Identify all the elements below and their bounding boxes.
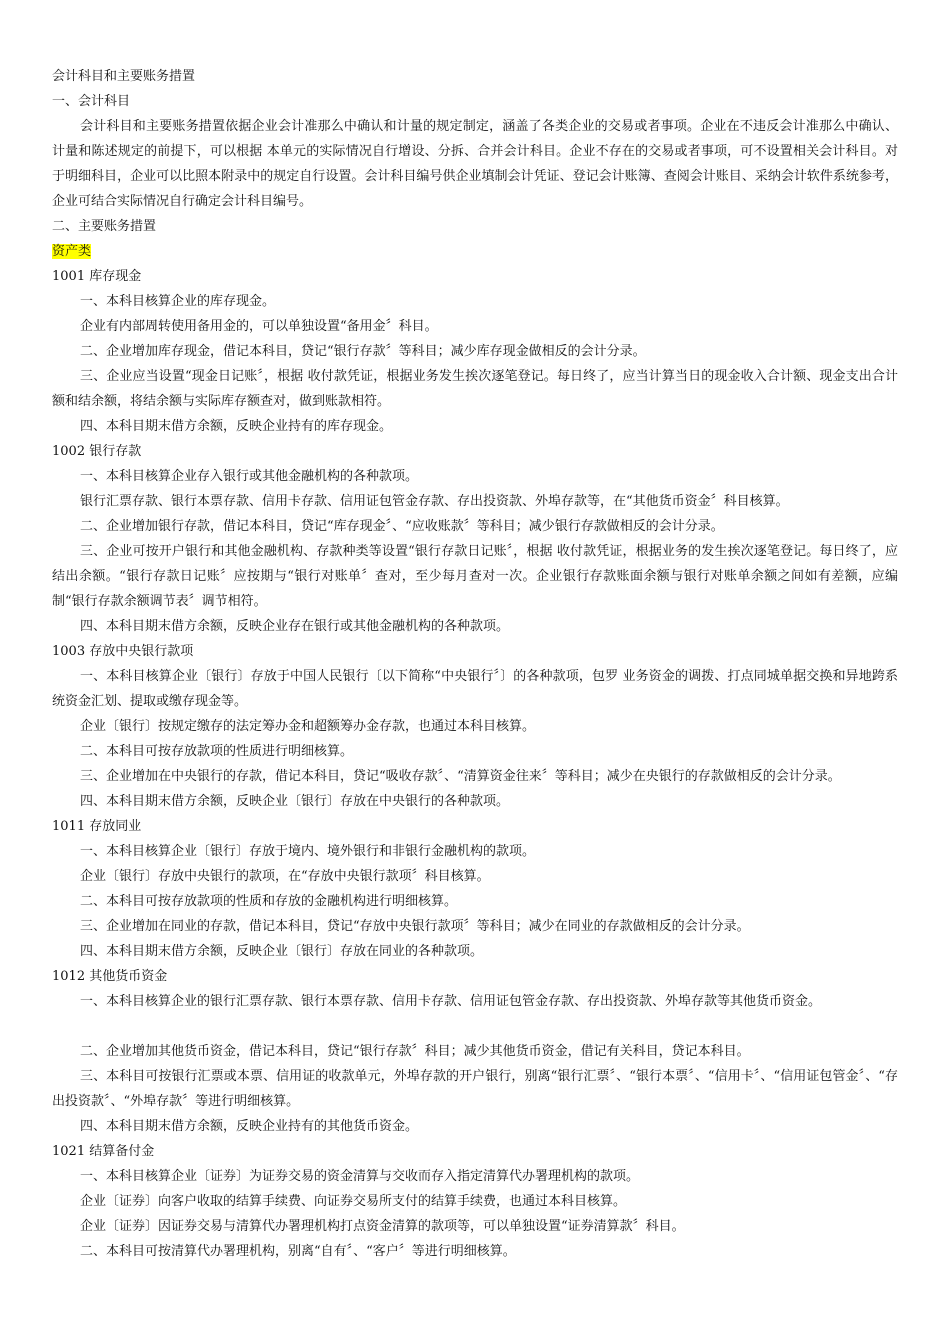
paragraph: 二、企业增加银行存款，借记本科目，贷记“库存现金〞、“应收账款〞等科目；减少银行存款做相反的会计分录。 <box>80 519 724 534</box>
paragraph: 企业〔银行〕按规定缴存的法定筹办金和超额筹办金存款，也通过本科目核算。 <box>80 719 536 734</box>
paragraph: 四、本科目期末借方余额，反映企业持有的库存现金。 <box>80 419 393 434</box>
paragraph: 一、本科目核算企业存入银行或其他金融机构的各种款项。 <box>80 469 419 484</box>
account-heading-1021: 1021 结算备付金 <box>52 1144 155 1159</box>
paragraph: 三、企业增加在中央银行的存款，借记本科目，贷记“吸收存款〞、“清算资金往来〞等科目；减少在央银行的存款做相反的会计分录。 <box>80 769 841 784</box>
paragraph: 二、企业增加库存现金，借记本科目，贷记“银行存款〞等科目；减少库存现金做相反的会计分录。 <box>80 344 646 359</box>
document-title: 会计科目和主要账务措置 <box>52 69 196 84</box>
paragraph: 四、本科目期末借方余额，反映企业〔银行〕存放在同业的各种款项。 <box>80 944 484 959</box>
account-heading-1012: 1012 其他货币资金 <box>52 969 168 984</box>
highlighted-category-label: 资产类 <box>52 244 92 259</box>
paragraph: 企业〔证券〕因证券交易与清算代办署理机构打点资金清算的款项等，可以单独设置“证券清算款〞科目。 <box>80 1219 685 1234</box>
blank-line <box>52 1014 898 1039</box>
account-heading-1011: 1011 存放同业 <box>52 819 142 834</box>
paragraph: 企业〔证券〕向客户收取的结算手续费、向证券交易所支付的结算手续费，也通过本科目核算。 <box>80 1194 627 1209</box>
paragraph: 二、企业增加其他货币资金，借记本科目，贷记“银行存款〞科目；减少其他货币资金，借记有关科目，贷记本科目。 <box>80 1044 750 1059</box>
paragraph: 一、本科目核算企业〔证券〕为证券交易的资金清算与交收而存入指定清算代办署理机构的款项。 <box>80 1169 640 1184</box>
account-heading-1002: 1002 银行存款 <box>52 444 142 459</box>
paragraph: 企业有内部周转使用备用金的，可以单独设置“备用金〞科目。 <box>80 319 438 334</box>
paragraph: 四、本科目期末借方余额，反映企业存在银行或其他金融机构的各种款项。 <box>80 619 510 634</box>
account-heading-1003: 1003 存放中央银行款项 <box>52 644 194 659</box>
paragraph: 企业〔银行〕存放中央银行的款项，在“存放中央银行款项〞科目核算。 <box>80 869 490 884</box>
paragraph: 四、本科目期末借方余额，反映企业〔银行〕存放在中央银行的各种款项。 <box>80 794 510 809</box>
paragraph: 一、本科目核算企业〔银行〕存放于境内、境外银行和非银行金融机构的款项。 <box>80 844 536 859</box>
paragraph: 二、本科目可按存放款项的性质进行明细核算。 <box>80 744 354 759</box>
paragraph: 银行汇票存款、银行本票存款、信用卡存款、信用证包管金存款、存出投资款、外埠存款等，在“其他货币资金〞科目核算。 <box>80 494 789 509</box>
paragraph: 一、本科目核算企业的库存现金。 <box>80 294 276 309</box>
paragraph: 一、本科目核算企业的银行汇票存款、银行本票存款、信用卡存款、信用证包管金存款、存出投资款、外埠存款等其他货币资金。 <box>80 994 822 1009</box>
paragraph: 会计科目和主要账务措置依据企业会计准那么中确认和计量的规定制定，涵盖了各类企业的交易或者事项。企业在不违反会计准那么中确认、计量和陈述规定的前提下，可以根据 本单元的实际情况自行增设、分拆、合并会计科目。企业不存在的交易或者事项，可不设置相关会计科目。对于明细科目，企业可以比照本附录中的规定自行设置。会计科目编号供企业填制会计凭证、登记会计账簿、查阅会计账目、采纳会计软件系统参考，企业可结合实际情况自行确定会计科目编号。 <box>52 119 898 209</box>
section-heading: 二、主要账务措置 <box>52 219 157 234</box>
paragraph: 四、本科目期末借方余额，反映企业持有的其他货币资金。 <box>80 1119 419 1134</box>
paragraph: 二、本科目可按清算代办署理机构，别离“自有〞、“客户〞等进行明细核算。 <box>80 1244 516 1259</box>
paragraph: 三、企业应当设置“现金日记账〞，根据 收付款凭证，根据业务发生挨次逐笔登记。每日终了，应当计算当日的现金收入合计额、现金支出合计额和结余额，将结余额与实际库存额查对，做到账款相符。 <box>52 369 898 409</box>
account-heading-1001: 1001 库存现金 <box>52 269 142 284</box>
paragraph: 三、本科目可按银行汇票或本票、信用证的收款单元，外埠存款的开户银行，别离“银行汇票〞、“银行本票〞、“信用卡〞、“信用证包管金〞、“存出投资款〞、“外埠存款〞等进行明细核算。 <box>52 1069 898 1109</box>
paragraph: 二、本科目可按存放款项的性质和存放的金融机构进行明细核算。 <box>80 894 458 909</box>
paragraph: 一、本科目核算企业〔银行〕存放于中国人民银行〔以下简称“中央银行〞〕的各种款项，包罗 业务资金的调拨、打点同城单据交换和异地跨系统资金汇划、提取或缴存现金等。 <box>52 669 898 709</box>
paragraph: 三、企业增加在同业的存款，借记本科目，贷记“存放中央银行款项〞等科目；减少在同业的存款做相反的会计分录。 <box>80 919 750 934</box>
paragraph: 三、企业可按开户银行和其他金融机构、存款种类等设置“银行存款日记账〞，根据 收付款凭证，根据业务的发生挨次逐笔登记。每日终了，应结出余额。“银行存款日记账〞应按期与“银行对账单〞查对，至少每月查对一次。企业银行存款账面余额与银行对账单余额之间如有差额，应编制“银行存款余额调节表〞调节相符。 <box>52 544 898 609</box>
section-heading: 一、会计科目 <box>52 94 131 109</box>
